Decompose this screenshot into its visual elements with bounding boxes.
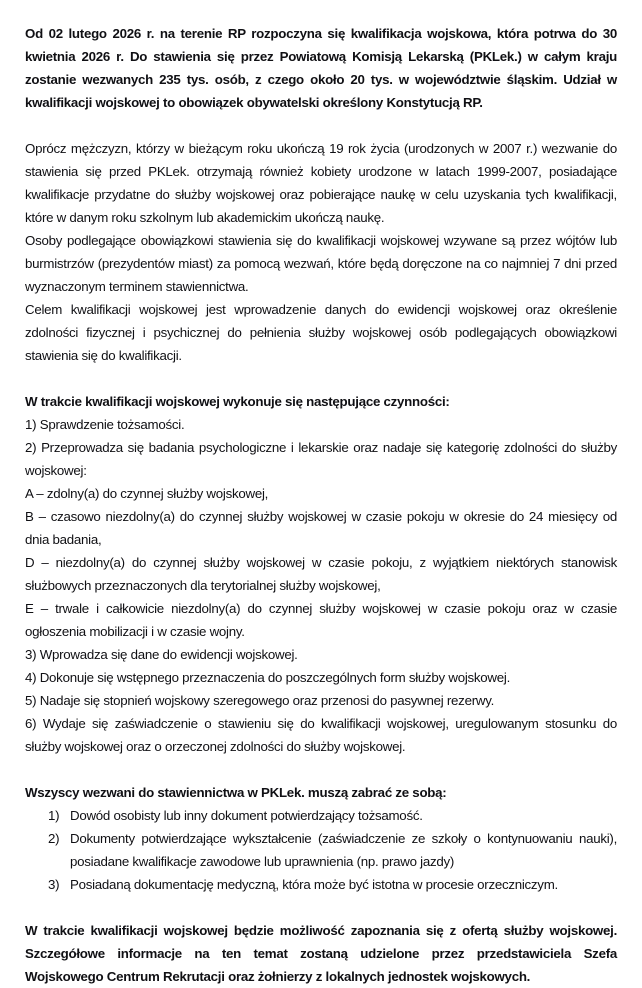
activity-item: 3) Wprowadza się dane do ewidencji wojskowej. — [25, 647, 298, 662]
activity-item: 1) Sprawdzenie tożsamości. — [25, 417, 185, 432]
spacer — [25, 114, 617, 137]
body-paragraph-1: Oprócz mężczyzn, którzy w bieżącym roku ukończą 19 rok życia (urodzonych w 2007 r.) wezwanie do stawienia się przed PKLek. otrzymają również kobiety urodzone w latach 1999-2007, posiadające kwalifikacje przydatne do służby wojskowej oraz pobierające naukę w celu uzyskania tych kwalifikacji, które w danym roku szkolnym lub akademickim ukończą naukę. — [25, 141, 617, 225]
list-item — [25, 873, 617, 896]
activities-heading: W trakcie kwalifikacji wojskowej wykonuje się następujące czynności: — [25, 394, 450, 409]
bring-heading: Wszyscy wezwani do stawiennictwa w PKLek. muszą zabrać ze sobą: — [25, 785, 447, 800]
bring-list — [25, 804, 617, 896]
closing-paragraph: W trakcie kwalifikacji wojskowej będzie możliwość zapoznania się z ofertą służby wojskowej. Szczegółowe informacje na ten temat zostaną udzielone przez przedstawiciela Szefa Wojskowego Centrum Rekrutacji oraz żołnierzy z lokalnych jednostek wojskowych. — [25, 923, 617, 984]
list-item — [25, 827, 617, 873]
document-body — [25, 22, 617, 988]
activity-item: 2) Przeprowadza się badania psychologiczne i lekarskie oraz nadaje się kategorię zdolności do służby wojskowej: — [25, 440, 617, 478]
list-item — [25, 804, 617, 827]
spacer — [25, 758, 617, 781]
body-paragraph-2: Osoby podlegające obowiązkowi stawienia się do kwalifikacji wojskowej wzywane są przez wójtów lub burmistrzów (prezydentów miast) za pomocą wezwań, które będą doręczone na co najmniej 7 dni przed wyznaczonym terminem stawiennictwa. — [25, 233, 617, 294]
spacer — [25, 896, 617, 919]
activity-item: E – trwale i całkowicie niezdolny(a) do czynnej służby wojskowej w czasie pokoju oraz w czasie ogłoszenia mobilizacji i w czasie wojny. — [25, 601, 617, 639]
body-paragraph-3: Celem kwalifikacji wojskowej jest wprowadzenie danych do ewidencji wojskowej oraz określenie zdolności fizycznej i psychicznej do pełnienia służby wojskowej osób podlegających obowiązkowi stawienia się do kwalifikacji. — [25, 302, 617, 363]
activity-item: D – niezdolny(a) do czynnej służby wojskowej w czasie pokoju, z wyjątkiem niektórych stanowisk służbowych przeznaczonych dla terytorialnej służby wojskowej, — [25, 555, 617, 593]
list-item-marker: 2) — [48, 831, 60, 846]
list-item-label: Posiadaną dokumentację medyczną, która może być istotna w procesie orzeczniczym. — [70, 877, 558, 892]
spacer — [25, 367, 617, 390]
list-item-label: Dokumenty potwierdzające wykształcenie (zaświadczenie ze szkoły o kontynuowaniu nauki), posiadane kwalifikacje zawodowe lub uprawnienia (np. prawo jazdy) — [70, 831, 617, 869]
activity-item: B – czasowo niezdolny(a) do czynnej służby wojskowej w czasie pokoju w okresie do 24 miesięcy od dnia badania, — [25, 509, 617, 547]
activity-item: 4) Dokonuje się wstępnego przeznaczenia do poszczególnych form służby wojskowej. — [25, 670, 511, 685]
activity-item: A – zdolny(a) do czynnej służby wojskowej, — [25, 486, 269, 501]
list-item-marker: 1) — [48, 808, 60, 823]
intro-paragraph: Od 02 lutego 2026 r. na terenie RP rozpoczyna się kwalifikacja wojskowa, która potrwa do 30 kwietnia 2026 r. Do stawienia się przez Powiatową Komisją Lekarską (PKLek.) w całym kraju zostanie wezwanych 235 tys. osób, z czego około 20 tys. w województwie śląskim. Udział w kwalifikacji wojskowej to obowiązek obywatelski określony Konstytucją RP. — [25, 26, 617, 110]
activity-item: 6) Wydaje się zaświadczenie o stawieniu się do kwalifikacji wojskowej, uregulowanym stosunku do służby wojskowej oraz o orzeczonej zdolności do służby wojskowej. — [25, 716, 617, 754]
activity-item: 5) Nadaje się stopnień wojskowy szeregowego oraz przenosi do pasywnej rezerwy. — [25, 693, 495, 708]
list-item-label: Dowód osobisty lub inny dokument potwierdzający tożsamość. — [70, 808, 423, 823]
list-item-marker: 3) — [48, 877, 60, 892]
